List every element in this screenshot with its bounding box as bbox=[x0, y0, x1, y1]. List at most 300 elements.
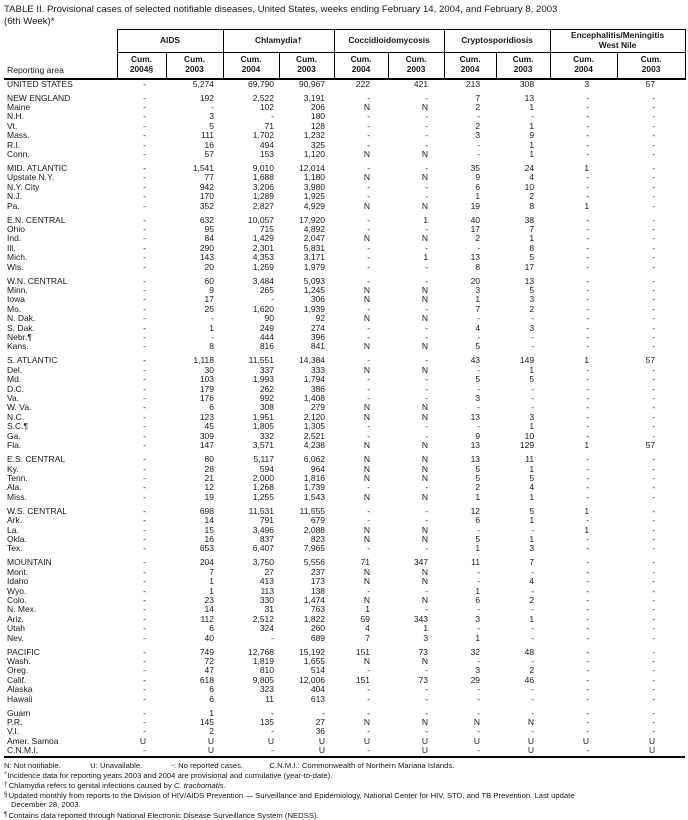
value-cell: - bbox=[143, 78, 146, 89]
reporting-area-cell: Amer. Samoa bbox=[7, 735, 59, 746]
value-cell: - bbox=[586, 261, 590, 272]
value-cell: - bbox=[652, 101, 656, 112]
value-cell: - bbox=[652, 393, 656, 404]
value-cell: 3,191 bbox=[303, 92, 326, 103]
value-cell: 23 bbox=[204, 594, 215, 605]
value-cell: N bbox=[421, 717, 429, 728]
value-cell: - bbox=[477, 693, 481, 704]
value-cell: - bbox=[367, 252, 371, 263]
value-cell: - bbox=[586, 364, 590, 375]
value-cell: - bbox=[652, 472, 656, 483]
reporting-area-cell: Iowa bbox=[7, 294, 25, 305]
value-cell: 12,768 bbox=[248, 646, 275, 657]
reporting-area-cell: Mass. bbox=[7, 130, 30, 141]
value-cell: 147 bbox=[199, 440, 215, 451]
value-cell: 816 bbox=[259, 341, 275, 352]
value-cell: - bbox=[143, 383, 146, 394]
table-row bbox=[4, 474, 685, 483]
value-cell: - bbox=[586, 393, 590, 404]
value-cell: - bbox=[271, 294, 275, 305]
table-row bbox=[4, 605, 685, 614]
value-cell: N bbox=[363, 472, 371, 483]
table-row bbox=[4, 577, 685, 586]
value-cell: - bbox=[143, 294, 146, 305]
table-row bbox=[4, 375, 685, 384]
value-cell: - bbox=[586, 242, 590, 253]
reporting-area-cell: Pa. bbox=[7, 200, 20, 211]
value-cell: 71 bbox=[360, 557, 371, 568]
value-cell: - bbox=[652, 411, 656, 422]
value-cell: 3 bbox=[584, 78, 590, 89]
value-cell: 17 bbox=[524, 261, 535, 272]
value-cell: 13 bbox=[470, 252, 481, 263]
table-row bbox=[4, 234, 685, 243]
value-cell: 7 bbox=[529, 223, 535, 234]
value-cell: 10 bbox=[524, 430, 535, 441]
value-cell: - bbox=[652, 303, 656, 314]
reporting-area-cell: Upstate N.Y. bbox=[7, 172, 55, 183]
footnote-dagger: †Chlamydia refers to genital infections caused by C. trachomatis. bbox=[4, 781, 226, 791]
table-row bbox=[4, 356, 685, 365]
table-row bbox=[4, 225, 685, 234]
value-cell: 3 bbox=[529, 543, 535, 554]
value-cell: - bbox=[652, 139, 656, 150]
subheader-cryptosporidiosis-2003: Cum. 2003 bbox=[496, 52, 550, 79]
value-cell: 308 bbox=[259, 402, 275, 413]
value-cell: 3 bbox=[209, 111, 215, 122]
value-cell: - bbox=[143, 693, 146, 704]
value-cell: 71 bbox=[264, 120, 275, 131]
value-cell: 1 bbox=[475, 491, 481, 502]
value-cell: - bbox=[367, 111, 371, 122]
value-cell: 1 bbox=[529, 101, 535, 112]
reporting-area-cell: W.S. CENTRAL bbox=[7, 505, 67, 516]
value-cell: 38 bbox=[524, 214, 535, 225]
reporting-area-cell: Fla. bbox=[7, 440, 22, 451]
value-cell: 143 bbox=[199, 252, 215, 263]
value-cell: - bbox=[652, 322, 656, 333]
reporting-area-cell: Minn. bbox=[7, 285, 28, 295]
value-cell: - bbox=[143, 674, 146, 685]
value-cell: 3,496 bbox=[252, 524, 275, 535]
value-cell: 265 bbox=[259, 285, 275, 295]
value-cell: 59 bbox=[360, 613, 371, 624]
value-cell: 1 bbox=[209, 707, 215, 718]
value-cell: - bbox=[586, 566, 590, 577]
value-cell: N bbox=[421, 440, 429, 451]
value-cell: 5,093 bbox=[303, 275, 326, 286]
value-cell: - bbox=[586, 341, 590, 352]
value-cell: 1,819 bbox=[252, 656, 275, 666]
value-cell: - bbox=[586, 181, 590, 192]
value-cell: 45 bbox=[204, 421, 215, 432]
value-cell: 173 bbox=[310, 576, 326, 587]
value-cell: 6,062 bbox=[303, 454, 326, 465]
value-cell: 12 bbox=[204, 482, 215, 493]
value-cell: N bbox=[363, 200, 371, 211]
value-cell: 2,827 bbox=[252, 200, 275, 211]
value-cell: - bbox=[652, 557, 656, 568]
value-cell: 30 bbox=[204, 364, 215, 375]
footnote-section-continuation: December 28, 2003. bbox=[11, 800, 81, 810]
value-cell: N bbox=[421, 533, 429, 544]
reporting-area-cell: S. ATLANTIC bbox=[7, 355, 58, 366]
reporting-area-cell: Hawaii bbox=[7, 693, 33, 704]
value-cell: 145 bbox=[199, 717, 215, 728]
value-cell: 179 bbox=[199, 383, 215, 394]
value-cell: 4,892 bbox=[303, 223, 326, 234]
reporting-area-cell: S.C.¶ bbox=[7, 421, 29, 432]
value-cell: 36 bbox=[315, 726, 326, 737]
value-cell: - bbox=[143, 261, 146, 272]
value-cell: - bbox=[143, 623, 146, 634]
value-cell: - bbox=[531, 313, 535, 324]
value-cell: - bbox=[143, 533, 146, 544]
value-cell: - bbox=[425, 92, 429, 103]
reporting-area-cell: N.C. bbox=[7, 411, 24, 422]
value-cell: - bbox=[425, 162, 429, 173]
value-cell: - bbox=[586, 285, 590, 295]
value-cell: - bbox=[531, 656, 535, 666]
value-cell: - bbox=[425, 726, 429, 737]
value-cell: - bbox=[652, 148, 656, 159]
reporting-area-cell: UNITED STATES bbox=[7, 78, 73, 89]
value-cell: - bbox=[652, 332, 656, 343]
value-cell: 90,967 bbox=[299, 78, 326, 89]
value-cell: N bbox=[363, 148, 371, 159]
value-cell: - bbox=[143, 656, 146, 666]
value-cell: - bbox=[425, 191, 429, 202]
table-row bbox=[4, 122, 685, 131]
value-cell: - bbox=[367, 745, 371, 756]
reporting-area-cell: Ky. bbox=[7, 463, 19, 474]
value-cell: 1,120 bbox=[303, 148, 326, 159]
value-cell: N bbox=[421, 341, 429, 352]
value-cell: N bbox=[363, 233, 371, 244]
reporting-area-cell: Wash. bbox=[7, 656, 31, 666]
value-cell: 992 bbox=[259, 393, 275, 404]
value-cell: 149 bbox=[519, 355, 535, 366]
value-cell: 31 bbox=[264, 604, 275, 615]
value-cell: - bbox=[367, 332, 371, 343]
value-cell: - bbox=[367, 120, 371, 131]
value-cell: 347 bbox=[413, 557, 429, 568]
group-header-chlamydia: Chlamydia† bbox=[223, 29, 334, 52]
value-cell: - bbox=[367, 322, 371, 333]
value-cell: N bbox=[421, 233, 429, 244]
value-cell: - bbox=[652, 233, 656, 244]
value-cell: - bbox=[586, 533, 590, 544]
value-cell: - bbox=[143, 92, 146, 103]
value-cell: 17,920 bbox=[299, 214, 326, 225]
value-cell: 5 bbox=[475, 472, 481, 483]
value-cell: - bbox=[531, 726, 535, 737]
value-cell: - bbox=[425, 332, 429, 343]
value-cell: 5,831 bbox=[303, 242, 326, 253]
value-cell: - bbox=[143, 120, 146, 131]
reporting-area-cell: Mont. bbox=[7, 566, 29, 577]
reporting-area-cell: PACIFIC bbox=[7, 646, 40, 657]
value-cell: - bbox=[143, 162, 146, 173]
value-cell: 9,010 bbox=[252, 162, 275, 173]
reporting-area-cell: Calif. bbox=[7, 674, 27, 685]
value-cell: - bbox=[425, 139, 429, 150]
reporting-area-cell: Utah bbox=[7, 623, 25, 634]
value-cell: 73 bbox=[418, 646, 429, 657]
value-cell: - bbox=[586, 745, 590, 756]
value-cell: 1 bbox=[423, 214, 429, 225]
value-cell: - bbox=[367, 684, 371, 695]
value-cell: 28 bbox=[204, 463, 215, 474]
value-cell: - bbox=[425, 223, 429, 234]
value-cell: - bbox=[652, 223, 656, 234]
value-cell: 57 bbox=[645, 355, 656, 366]
value-cell: - bbox=[477, 684, 481, 695]
table-row bbox=[4, 718, 685, 727]
value-cell: - bbox=[425, 693, 429, 704]
value-cell: - bbox=[652, 421, 656, 432]
value-cell: 7 bbox=[475, 92, 481, 103]
value-cell: - bbox=[143, 341, 146, 352]
value-cell: 24 bbox=[524, 162, 535, 173]
table-row bbox=[4, 385, 685, 394]
value-cell: - bbox=[143, 191, 146, 202]
value-cell: - bbox=[143, 214, 146, 225]
value-cell: U bbox=[473, 735, 481, 746]
value-cell: - bbox=[652, 92, 656, 103]
value-cell: - bbox=[367, 242, 371, 253]
value-cell: 13 bbox=[470, 411, 481, 422]
value-cell: 823 bbox=[310, 533, 326, 544]
reporting-area-cell: Maine bbox=[7, 101, 31, 112]
value-cell: 47 bbox=[204, 665, 215, 676]
value-cell: 3 bbox=[475, 285, 481, 295]
value-cell: 404 bbox=[310, 684, 326, 695]
reporting-area-cell: V.I. bbox=[7, 726, 19, 737]
value-cell: 1,408 bbox=[303, 393, 326, 404]
value-cell: - bbox=[143, 463, 146, 474]
value-cell: 613 bbox=[310, 693, 326, 704]
reporting-area-cell: Ind. bbox=[7, 233, 22, 244]
value-cell: - bbox=[477, 421, 481, 432]
table-row bbox=[4, 685, 685, 694]
value-cell: - bbox=[367, 303, 371, 314]
value-cell: - bbox=[531, 632, 535, 643]
value-cell: - bbox=[586, 233, 590, 244]
value-cell: - bbox=[531, 693, 535, 704]
value-cell: - bbox=[586, 191, 590, 202]
value-cell: - bbox=[586, 472, 590, 483]
value-cell: 1,939 bbox=[303, 303, 326, 314]
reporting-area-cell: Ala. bbox=[7, 482, 22, 493]
table-row bbox=[4, 587, 685, 596]
value-cell: N bbox=[363, 566, 371, 577]
value-cell: - bbox=[652, 576, 656, 587]
value-cell: - bbox=[143, 543, 146, 554]
table-row bbox=[4, 422, 685, 431]
value-cell: N bbox=[421, 200, 429, 211]
table-row bbox=[4, 709, 685, 718]
value-cell: N bbox=[363, 101, 371, 112]
reporting-area-cell: N.H. bbox=[7, 111, 24, 122]
reporting-area-cell: Mo. bbox=[7, 303, 22, 314]
value-cell: 249 bbox=[259, 322, 275, 333]
value-cell: - bbox=[143, 233, 146, 244]
value-cell: N bbox=[363, 172, 371, 183]
value-cell: 10,057 bbox=[248, 214, 275, 225]
value-cell: N bbox=[363, 440, 371, 451]
value-cell: - bbox=[586, 374, 590, 385]
value-cell: - bbox=[425, 120, 429, 131]
value-cell: 942 bbox=[199, 181, 215, 192]
value-cell: 2 bbox=[475, 482, 481, 493]
table-row bbox=[4, 192, 685, 201]
value-cell: 1 bbox=[529, 364, 535, 375]
value-cell: 237 bbox=[310, 566, 326, 577]
value-cell: 1 bbox=[475, 543, 481, 554]
value-cell: 92 bbox=[315, 313, 326, 324]
value-cell: 7 bbox=[475, 303, 481, 314]
table-row bbox=[4, 314, 685, 323]
value-cell: - bbox=[652, 585, 656, 596]
value-cell: 1,620 bbox=[252, 303, 275, 314]
value-cell: 1,655 bbox=[303, 656, 326, 666]
value-cell: - bbox=[425, 130, 429, 141]
value-cell: 6 bbox=[209, 402, 215, 413]
reporting-area-cell: Colo. bbox=[7, 594, 27, 605]
reporting-area-cell: Okla. bbox=[7, 533, 27, 544]
value-cell: - bbox=[143, 223, 146, 234]
value-cell: N bbox=[421, 402, 429, 413]
value-cell: 206 bbox=[310, 101, 326, 112]
value-cell: - bbox=[367, 421, 371, 432]
value-cell: U bbox=[582, 735, 590, 746]
value-cell: - bbox=[477, 242, 481, 253]
value-cell: 19 bbox=[204, 491, 215, 502]
value-cell: 396 bbox=[310, 332, 326, 343]
value-cell: 9 bbox=[475, 430, 481, 441]
value-cell: 27 bbox=[264, 566, 275, 577]
value-cell: 1 bbox=[529, 139, 535, 150]
value-cell: - bbox=[477, 623, 481, 634]
value-cell: - bbox=[652, 242, 656, 253]
value-cell: 337 bbox=[259, 364, 275, 375]
value-cell: N bbox=[363, 717, 371, 728]
value-cell: 1,993 bbox=[252, 374, 275, 385]
value-cell: - bbox=[652, 566, 656, 577]
value-cell: 3 bbox=[529, 322, 535, 333]
value-cell: 5 bbox=[529, 374, 535, 385]
value-cell: 25 bbox=[204, 303, 215, 314]
value-cell: 2 bbox=[529, 303, 535, 314]
value-cell: - bbox=[367, 181, 371, 192]
value-cell: - bbox=[425, 261, 429, 272]
table-row bbox=[4, 79, 685, 89]
value-cell: 1 bbox=[584, 440, 590, 451]
value-cell: 9,805 bbox=[252, 674, 275, 685]
value-cell: - bbox=[531, 707, 535, 718]
table-row bbox=[4, 263, 685, 272]
value-cell: 2,521 bbox=[303, 430, 326, 441]
value-cell: - bbox=[143, 613, 146, 624]
value-cell: - bbox=[652, 341, 656, 352]
value-cell: - bbox=[652, 111, 656, 122]
value-cell: 3 bbox=[475, 393, 481, 404]
value-cell: - bbox=[477, 313, 481, 324]
value-cell: N bbox=[363, 285, 371, 295]
value-cell: - bbox=[652, 726, 656, 737]
value-cell: - bbox=[652, 285, 656, 295]
value-cell: 1 bbox=[584, 355, 590, 366]
value-cell: U bbox=[207, 735, 215, 746]
value-cell: 3 bbox=[529, 411, 535, 422]
value-cell: - bbox=[652, 172, 656, 183]
value-cell: - bbox=[143, 139, 146, 150]
table-row bbox=[4, 737, 685, 746]
value-cell: 1,951 bbox=[252, 411, 275, 422]
value-cell: 679 bbox=[310, 515, 326, 526]
value-cell: 5 bbox=[475, 341, 481, 352]
value-cell: 11 bbox=[525, 454, 535, 465]
value-cell: 4 bbox=[529, 482, 535, 493]
value-cell: - bbox=[143, 472, 146, 483]
value-cell: 837 bbox=[259, 533, 275, 544]
value-cell: 11,555 bbox=[299, 505, 326, 516]
value-cell: 6,407 bbox=[252, 543, 275, 554]
value-cell: 1,268 bbox=[252, 482, 275, 493]
value-cell: - bbox=[586, 275, 590, 286]
value-cell: - bbox=[425, 374, 429, 385]
value-cell: 763 bbox=[310, 604, 326, 615]
value-cell: 176 bbox=[199, 393, 215, 404]
value-cell: - bbox=[477, 726, 481, 737]
value-cell: N bbox=[363, 524, 371, 535]
value-cell: - bbox=[652, 717, 656, 728]
value-cell: - bbox=[425, 181, 429, 192]
reporting-area-cell: D.C. bbox=[7, 383, 24, 394]
value-cell: 13 bbox=[524, 275, 535, 286]
value-cell: N bbox=[363, 656, 371, 666]
value-cell: - bbox=[531, 604, 535, 615]
value-cell: N bbox=[421, 472, 429, 483]
value-cell: 514 bbox=[310, 665, 326, 676]
value-cell: N bbox=[363, 491, 371, 502]
value-cell: - bbox=[531, 566, 535, 577]
table-row bbox=[4, 695, 685, 704]
value-cell: - bbox=[367, 585, 371, 596]
value-cell: U bbox=[318, 745, 326, 756]
table-row bbox=[4, 432, 685, 441]
value-cell: - bbox=[425, 111, 429, 122]
value-cell: 4 bbox=[529, 576, 535, 587]
value-cell: - bbox=[143, 515, 146, 526]
value-cell: N bbox=[363, 454, 371, 465]
value-cell: - bbox=[477, 402, 481, 413]
value-cell: 135 bbox=[259, 717, 275, 728]
value-cell: 192 bbox=[199, 92, 215, 103]
reporting-area-cell: MID. ATLANTIC bbox=[7, 162, 68, 173]
table-row bbox=[4, 413, 685, 422]
value-cell: - bbox=[367, 543, 371, 554]
reporting-area-cell: Ark. bbox=[7, 515, 23, 526]
value-cell: 1,289 bbox=[252, 191, 275, 202]
value-cell: - bbox=[143, 332, 146, 343]
value-cell: - bbox=[652, 604, 656, 615]
value-cell: - bbox=[586, 383, 590, 394]
value-cell: U bbox=[648, 735, 656, 746]
value-cell: 77 bbox=[204, 172, 215, 183]
table-row bbox=[4, 183, 685, 192]
